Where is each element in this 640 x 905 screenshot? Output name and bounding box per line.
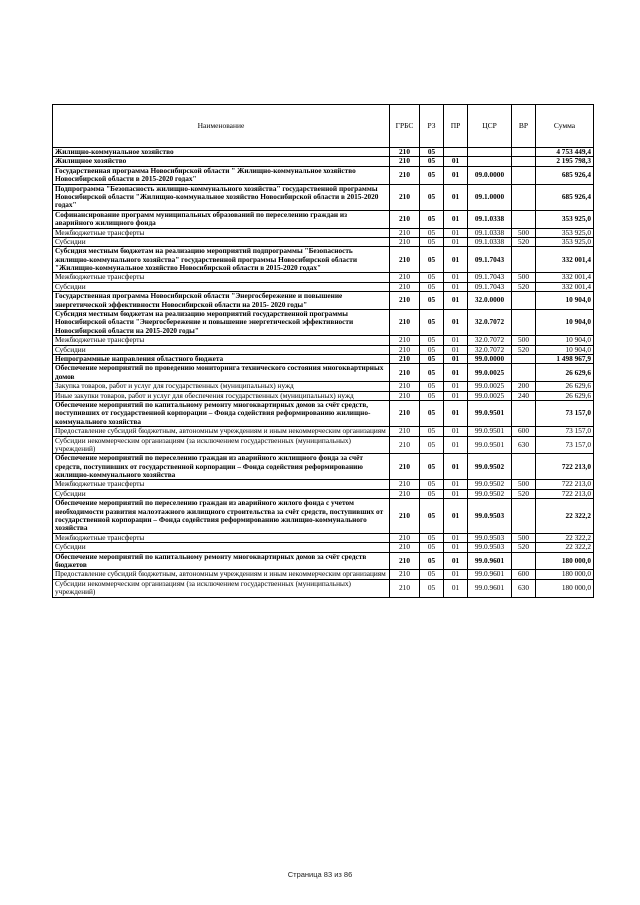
cell-pr: 01 — [444, 579, 468, 597]
table-row — [53, 354, 594, 363]
cell-rz: 05 — [420, 579, 444, 597]
cell-vr — [512, 310, 536, 336]
cell-pr: 01 — [444, 543, 468, 552]
cell-name: Предоставление субсидий бюджетным, автономным учреждениям и иным некоммерческим организациям — [53, 570, 390, 579]
cell-name: Государственная программа Новосибирской области "Энергосбережение и повышение энергетической эффективности Новосибирской области на 2015- 2020 годы" — [53, 292, 390, 310]
cell-grbs: 210 — [390, 489, 420, 498]
budget-table — [52, 104, 594, 598]
cell-vr: 600 — [512, 570, 536, 579]
cell-sum: 180 000,0 — [536, 570, 594, 579]
table-row — [53, 148, 594, 157]
cell-rz: 05 — [420, 273, 444, 282]
table-row — [53, 427, 594, 436]
cell-vr — [512, 210, 536, 228]
table-row — [53, 552, 594, 570]
page-footer: Страница 83 из 86 — [287, 870, 353, 879]
cell-grbs: 210 — [390, 210, 420, 228]
cell-csr: 32.0.0000 — [468, 292, 512, 310]
header-sum: Сумма — [536, 105, 594, 148]
cell-csr: 09.1.0338 — [468, 210, 512, 228]
cell-name: Иные закупки товаров, работ и услуг для обеспечения государственных (муниципальных) нужд — [53, 391, 390, 400]
cell-grbs: 210 — [390, 184, 420, 210]
cell-sum: 10 904,0 — [536, 345, 594, 354]
cell-rz: 05 — [420, 354, 444, 363]
cell-rz: 05 — [420, 391, 444, 400]
table-row — [53, 533, 594, 542]
header-pr: ПР — [444, 105, 468, 148]
cell-sum: 4 753 449,4 — [536, 148, 594, 157]
cell-pr: 01 — [444, 157, 468, 166]
cell-rz: 05 — [420, 552, 444, 570]
cell-sum: 180 000,0 — [536, 579, 594, 597]
cell-csr: 09.1.0000 — [468, 184, 512, 210]
cell-rz: 05 — [420, 489, 444, 498]
table-row — [53, 273, 594, 282]
cell-vr: 500 — [512, 273, 536, 282]
cell-pr: 01 — [444, 237, 468, 246]
cell-grbs: 210 — [390, 282, 420, 291]
cell-rz: 05 — [420, 533, 444, 542]
cell-rz: 05 — [420, 364, 444, 382]
cell-name: Софинансирование программ муниципальных образований по переселению граждан из аварийного жилищного фонда — [53, 210, 390, 228]
cell-rz: 05 — [420, 336, 444, 345]
cell-grbs: 210 — [390, 533, 420, 542]
cell-grbs: 210 — [390, 247, 420, 273]
cell-sum: 332 001,4 — [536, 273, 594, 282]
cell-vr — [512, 184, 536, 210]
table-row — [53, 579, 594, 597]
cell-name: Межбюджетные трансферты — [53, 228, 390, 237]
cell-name: Субсидии — [53, 282, 390, 291]
cell-sum: 26 629,6 — [536, 382, 594, 391]
cell-name: Субсидии некоммерческим организациям (за исключением государственных (муниципальных) учреждений) — [53, 436, 390, 454]
cell-name: Закупка товаров, работ и услуг для государственных (муниципальных) нужд — [53, 382, 390, 391]
cell-name: Межбюджетные трансферты — [53, 336, 390, 345]
cell-pr: 01 — [444, 533, 468, 542]
cell-pr: 01 — [444, 400, 468, 426]
cell-pr: 01 — [444, 454, 468, 480]
cell-grbs: 210 — [390, 157, 420, 166]
cell-rz: 05 — [420, 184, 444, 210]
cell-pr: 01 — [444, 499, 468, 534]
cell-grbs: 210 — [390, 382, 420, 391]
cell-name: Жилищное хозяйство — [53, 157, 390, 166]
header-grbs: ГРБС — [390, 105, 420, 148]
cell-vr: 520 — [512, 489, 536, 498]
table-row — [53, 228, 594, 237]
cell-pr — [444, 148, 468, 157]
cell-rz: 05 — [420, 345, 444, 354]
cell-sum: 22 322,2 — [536, 543, 594, 552]
table-header-row — [53, 105, 594, 148]
cell-vr: 520 — [512, 237, 536, 246]
cell-vr — [512, 552, 536, 570]
cell-csr: 99.0.9502 — [468, 454, 512, 480]
table-row — [53, 543, 594, 552]
cell-csr: 99.0.0025 — [468, 391, 512, 400]
cell-csr: 99.0.9501 — [468, 400, 512, 426]
table-row — [53, 247, 594, 273]
cell-pr: 01 — [444, 436, 468, 454]
cell-csr: 99.0.9501 — [468, 427, 512, 436]
cell-csr: 99.0.9503 — [468, 533, 512, 542]
cell-sum: 685 926,4 — [536, 184, 594, 210]
header-csr: ЦСР — [468, 105, 512, 148]
cell-csr: 99.0.0025 — [468, 364, 512, 382]
cell-grbs: 210 — [390, 364, 420, 382]
cell-grbs: 210 — [390, 345, 420, 354]
cell-rz: 05 — [420, 400, 444, 426]
cell-pr: 01 — [444, 427, 468, 436]
cell-sum: 722 213,0 — [536, 489, 594, 498]
cell-pr: 01 — [444, 345, 468, 354]
table-row — [53, 382, 594, 391]
cell-pr: 01 — [444, 282, 468, 291]
table-row — [53, 436, 594, 454]
cell-name: Обеспечение мероприятий по переселению граждан из аварийного жилого фонда с учетом необходимости развития малоэтажного жилищного строительства за счёт средств, поступивших от государственной корпорации – Фонда содействия реформированию жилищно-коммунального хозяйства — [53, 499, 390, 534]
table-row — [53, 282, 594, 291]
cell-vr: 500 — [512, 336, 536, 345]
cell-grbs: 210 — [390, 499, 420, 534]
cell-pr: 01 — [444, 489, 468, 498]
cell-grbs: 210 — [390, 427, 420, 436]
cell-pr: 01 — [444, 210, 468, 228]
cell-sum: 332 001,4 — [536, 282, 594, 291]
cell-pr: 01 — [444, 247, 468, 273]
cell-name: Субсидии — [53, 345, 390, 354]
table-row — [53, 210, 594, 228]
cell-sum: 353 925,0 — [536, 228, 594, 237]
cell-rz: 05 — [420, 148, 444, 157]
cell-vr: 520 — [512, 543, 536, 552]
cell-csr: 09.1.0338 — [468, 237, 512, 246]
cell-csr: 99.0.9503 — [468, 499, 512, 534]
cell-pr: 01 — [444, 336, 468, 345]
cell-rz: 05 — [420, 247, 444, 273]
cell-csr: 32.0.7072 — [468, 336, 512, 345]
cell-sum: 73 157,0 — [536, 427, 594, 436]
cell-name: Обеспечение мероприятий по капитальному ремонту многоквартирных домов за счёт средств, поступивших от государственной корпорации – Фонда содействия реформированию жилищно-коммунального хозяйства — [53, 400, 390, 426]
cell-grbs: 210 — [390, 543, 420, 552]
cell-csr: 99.0.9601 — [468, 579, 512, 597]
cell-name: Субсидии — [53, 543, 390, 552]
cell-grbs: 210 — [390, 292, 420, 310]
cell-grbs: 210 — [390, 237, 420, 246]
cell-grbs: 210 — [390, 552, 420, 570]
cell-grbs: 210 — [390, 454, 420, 480]
cell-sum: 73 157,0 — [536, 436, 594, 454]
cell-vr: 520 — [512, 282, 536, 291]
cell-sum: 10 904,0 — [536, 336, 594, 345]
cell-grbs: 210 — [390, 166, 420, 184]
cell-grbs: 210 — [390, 480, 420, 489]
table-row — [53, 480, 594, 489]
cell-name: Жилищно-коммунальное хозяйство — [53, 148, 390, 157]
cell-sum: 73 157,0 — [536, 400, 594, 426]
cell-vr — [512, 247, 536, 273]
cell-pr: 01 — [444, 273, 468, 282]
cell-name: Субсидии — [53, 489, 390, 498]
cell-csr: 09.1.7043 — [468, 273, 512, 282]
cell-rz: 05 — [420, 427, 444, 436]
table-row — [53, 157, 594, 166]
cell-csr: 09.0.0000 — [468, 166, 512, 184]
cell-sum: 353 925,0 — [536, 210, 594, 228]
cell-vr: 500 — [512, 228, 536, 237]
cell-sum: 722 213,0 — [536, 454, 594, 480]
cell-name: Непрограммные направления областного бюджета — [53, 354, 390, 363]
table-row — [53, 237, 594, 246]
cell-sum: 1 498 967,9 — [536, 354, 594, 363]
cell-pr: 01 — [444, 382, 468, 391]
cell-grbs: 210 — [390, 579, 420, 597]
cell-rz: 05 — [420, 499, 444, 534]
cell-pr: 01 — [444, 228, 468, 237]
cell-sum: 22 322,2 — [536, 499, 594, 534]
cell-csr: 32.0.7072 — [468, 310, 512, 336]
table-row — [53, 166, 594, 184]
header-vr: ВР — [512, 105, 536, 148]
cell-sum: 10 904,0 — [536, 292, 594, 310]
cell-name: Подпрограмма "Безопасность жилищно-коммунального хозяйства" государственной программы Новосибирской области "Жилищно-коммунальное хозяйство Новосибирской области в 2015-2020 годах" — [53, 184, 390, 210]
table-row — [53, 292, 594, 310]
table-row — [53, 499, 594, 534]
cell-pr: 01 — [444, 184, 468, 210]
table-body — [53, 148, 594, 598]
cell-vr — [512, 148, 536, 157]
cell-csr: 99.0.9601 — [468, 570, 512, 579]
table-row — [53, 336, 594, 345]
cell-pr: 01 — [444, 310, 468, 336]
cell-rz: 05 — [420, 382, 444, 391]
cell-name: Обеспечение мероприятий по капитальному ремонту многоквартирных домов за счёт средств бюджетов — [53, 552, 390, 570]
cell-sum: 353 925,0 — [536, 237, 594, 246]
cell-sum: 26 629,6 — [536, 391, 594, 400]
cell-vr: 630 — [512, 579, 536, 597]
budget-sheet — [52, 104, 593, 598]
cell-rz: 05 — [420, 570, 444, 579]
header-rz: РЗ — [420, 105, 444, 148]
cell-csr: 32.0.7072 — [468, 345, 512, 354]
cell-sum: 180 000,0 — [536, 552, 594, 570]
cell-pr: 01 — [444, 364, 468, 382]
cell-sum: 26 629,6 — [536, 364, 594, 382]
cell-rz: 05 — [420, 436, 444, 454]
cell-vr — [512, 292, 536, 310]
cell-name: Субсидии некоммерческим организациям (за исключением государственных (муниципальных) учреждений) — [53, 579, 390, 597]
cell-vr: 520 — [512, 345, 536, 354]
cell-vr — [512, 499, 536, 534]
cell-rz: 05 — [420, 292, 444, 310]
cell-grbs: 210 — [390, 354, 420, 363]
cell-rz: 05 — [420, 210, 444, 228]
cell-pr: 01 — [444, 552, 468, 570]
cell-grbs: 210 — [390, 148, 420, 157]
cell-csr: 99.0.0000 — [468, 354, 512, 363]
cell-rz: 05 — [420, 282, 444, 291]
table-row — [53, 345, 594, 354]
cell-vr — [512, 454, 536, 480]
cell-grbs: 210 — [390, 400, 420, 426]
cell-pr: 01 — [444, 570, 468, 579]
cell-pr: 01 — [444, 166, 468, 184]
cell-csr: 99.0.9501 — [468, 436, 512, 454]
cell-name: Межбюджетные трансферты — [53, 480, 390, 489]
cell-sum: 2 195 798,3 — [536, 157, 594, 166]
cell-vr — [512, 157, 536, 166]
cell-vr — [512, 400, 536, 426]
cell-rz: 05 — [420, 454, 444, 480]
cell-csr: 99.0.0025 — [468, 382, 512, 391]
table-row — [53, 570, 594, 579]
table-row — [53, 184, 594, 210]
table-row — [53, 391, 594, 400]
cell-grbs: 210 — [390, 391, 420, 400]
cell-rz: 05 — [420, 480, 444, 489]
cell-grbs: 210 — [390, 310, 420, 336]
cell-name: Межбюджетные трансферты — [53, 533, 390, 542]
cell-name: Субсидия местным бюджетам на реализацию мероприятий подпрограммы "Безопасность жилищно-коммунального хозяйства" государственной программы Новосибирской области "Жилищно-коммунальное хозяйство Новосибирской области в 2015-2020 годах" — [53, 247, 390, 273]
cell-sum: 722 213,0 — [536, 480, 594, 489]
cell-vr: 240 — [512, 391, 536, 400]
cell-vr — [512, 166, 536, 184]
cell-sum: 22 322,2 — [536, 533, 594, 542]
table-row — [53, 489, 594, 498]
cell-rz: 05 — [420, 166, 444, 184]
cell-csr: 09.1.7043 — [468, 282, 512, 291]
cell-vr: 200 — [512, 382, 536, 391]
cell-name: Предоставление субсидий бюджетным, автономным учреждениям и иным некоммерческим организациям — [53, 427, 390, 436]
cell-pr: 01 — [444, 391, 468, 400]
table-row — [53, 400, 594, 426]
cell-rz: 05 — [420, 228, 444, 237]
cell-sum: 685 926,4 — [536, 166, 594, 184]
cell-csr: 09.1.0338 — [468, 228, 512, 237]
cell-rz: 05 — [420, 543, 444, 552]
cell-csr: 09.1.7043 — [468, 247, 512, 273]
cell-csr: 99.0.9502 — [468, 480, 512, 489]
cell-vr — [512, 364, 536, 382]
cell-vr: 600 — [512, 427, 536, 436]
cell-name: Обеспечение мероприятий по проведению мониторинга технического состояния многоквартирных домов — [53, 364, 390, 382]
cell-pr: 01 — [444, 292, 468, 310]
cell-csr — [468, 148, 512, 157]
cell-pr: 01 — [444, 354, 468, 363]
cell-name: Обеспечение мероприятий по переселению граждан из аварийного жилищного фонда за счёт средств, поступивших от государственной корпорации – Фонда содействия реформированию жилищно-коммунального хозяйства — [53, 454, 390, 480]
cell-name: Субсидии — [53, 237, 390, 246]
cell-grbs: 210 — [390, 228, 420, 237]
cell-vr: 630 — [512, 436, 536, 454]
table-row — [53, 364, 594, 382]
cell-rz: 05 — [420, 237, 444, 246]
table-row — [53, 454, 594, 480]
cell-csr — [468, 157, 512, 166]
cell-vr: 500 — [512, 480, 536, 489]
cell-grbs: 210 — [390, 336, 420, 345]
cell-name: Государственная программа Новосибирской области " Жилищно-коммунальное хозяйство Новосибирской области в 2015-2020 годах" — [53, 166, 390, 184]
cell-vr — [512, 354, 536, 363]
header-name: Наименование — [53, 105, 390, 148]
cell-csr: 99.0.9601 — [468, 552, 512, 570]
table-row — [53, 310, 594, 336]
cell-sum: 332 001,4 — [536, 247, 594, 273]
cell-grbs: 210 — [390, 436, 420, 454]
cell-name: Субсидия местным бюджетам на реализацию мероприятий государственной программы Новосибирской области "Энергосбережение и повышение энергетической эффективности Новосибирской области на 2015-2020 годы" — [53, 310, 390, 336]
cell-csr: 99.0.9502 — [468, 489, 512, 498]
cell-rz: 05 — [420, 310, 444, 336]
cell-name: Межбюджетные трансферты — [53, 273, 390, 282]
cell-rz: 05 — [420, 157, 444, 166]
cell-grbs: 210 — [390, 570, 420, 579]
cell-csr: 99.0.9503 — [468, 543, 512, 552]
cell-grbs: 210 — [390, 273, 420, 282]
cell-pr: 01 — [444, 480, 468, 489]
cell-vr: 500 — [512, 533, 536, 542]
cell-sum: 10 904,0 — [536, 310, 594, 336]
